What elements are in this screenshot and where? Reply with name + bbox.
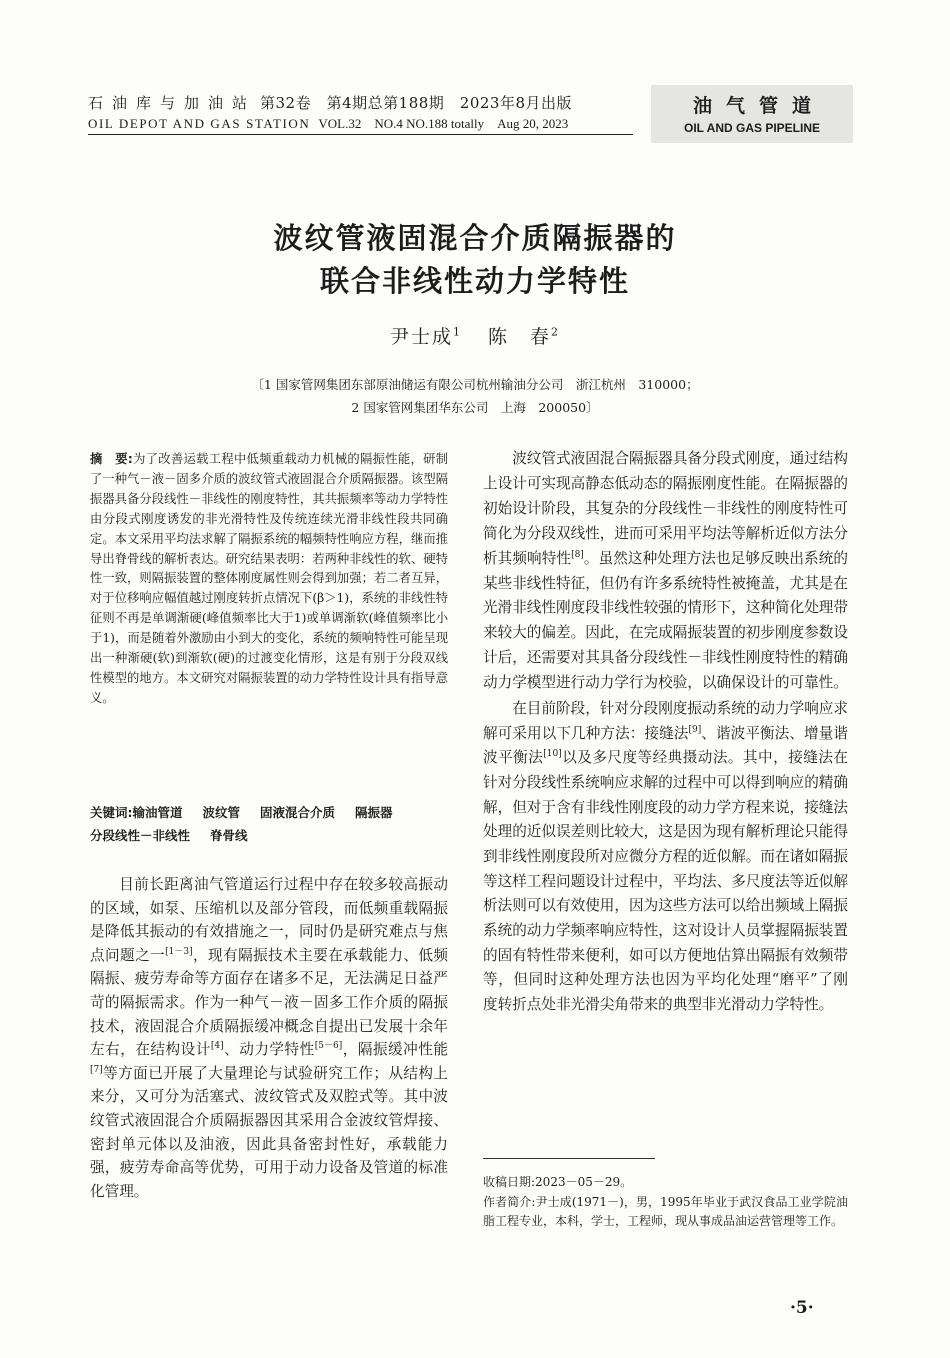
keywords-label: 关键词: [90, 805, 133, 820]
section-badge [651, 85, 853, 143]
text-segment: ，隔振缓冲性能 [342, 1041, 448, 1059]
citation: [7] [90, 1064, 103, 1075]
journal-header-cn [88, 92, 633, 114]
text-segment: ，现有隔振技术主要在承载能力、低频隔振、疲劳寿命等方面存在诸多不足，无法满足日益严苛的隔振需求。作为一种气－液－固多工作介质的隔振技术，液固混合介质隔振缓冲概念自提出已发展十余年左右，在结构设计 [90, 946, 448, 1059]
issue-info-cn: 第32卷 第4期总第188期 2023年8月出版 [260, 94, 572, 112]
text-segment: 以及多尺度等经典摄动法。其中，接缝法在针对分段线性系统响应求解的过程中可以得到响应的精确解，但对于含有非线性刚度段的动力学方程来说，接缝法处理的近似误差则比较大，这是因为现有解析理论只能得到非线性刚度段所对应微分方程的近似解。而在诸如隔振等这样工程问题设计过程中，平均法、多尺度法等近似解析法则可以有效使用，因为这些方法可以给出频域上隔振系统的动力学频率响应特性，这对设计人员掌握隔振装置的固有特性带来便利，如可以方便地估算出隔振有效频带等，但同时这种处理方法也因为平均化处理“磨平”了刚度转折点处非光滑尖角带来的典型非光滑动力学特性。 [483, 749, 848, 1013]
keyword: 隔振器 [355, 805, 393, 820]
keyword: 固液混合介质 [260, 805, 336, 820]
author-affil-mark: 1 [453, 325, 462, 339]
citation: [5－6] [314, 1041, 343, 1052]
journal-name-cn: 石油库与加油站 [88, 94, 257, 112]
abstract [90, 450, 448, 709]
footnote-divider [483, 1158, 655, 1159]
author-list [0, 322, 950, 349]
citation: [1－3] [165, 946, 193, 957]
keywords [90, 801, 450, 847]
author-name: 尹士成 [389, 326, 453, 348]
body-paragraph-1 [483, 447, 848, 696]
author-name: 陈 春 [488, 326, 552, 348]
paper-title-line1: 波纹管液固混合介质隔振器的 [273, 221, 677, 255]
paper-title-line2: 联合非线性动力学特性 [319, 264, 630, 298]
text-segment: 。虽然这种处理方法也足够反映出系统的某些非线性特征，但仍有许多系统特性被掩盖，尤其是在光滑非线性刚度段非线性较强的情形下，这种简化处理带来较大的偏差。因此，在完成隔振装置的初步刚度参数设计后，还需要对其具备分段线性－非线性刚度特性的精确动力学模型进行动力学行为校验，以确保设计的可靠性。 [483, 549, 848, 692]
keyword: 脊骨线 [210, 828, 248, 843]
abstract-text: 为了改善运载工程中低频重载动力机械的隔振性能，研制了一种气－液－固多介质的波纹管式液固混合介质隔振器。该型隔振器具备分段线性－非线性的刚度特性，其共振频率等动力学特性由分段式刚度诱发的非光滑特性及传统连续光滑非线性段共同确定。本文采用平均法求解了隔振系统的幅频特性响应方程，继而推导出脊骨线的解析表达。研究结果表明：若两种非线性的软、硬特性一致，则隔振装置的整体刚度属性则会得到加强；若二者互异，对于位移响应幅值越过刚度转折点情况下(β＞1)，系统的非线性特征则不再是单调渐硬(峰值频率比大于1)或单调渐软(峰值频率比小于1)，而是随着外激励由小到大的变化，系统的频响特性可能呈现出一种渐硬(软)到渐软(硬)的过渡变化情形，这是有别于分段双线性模型的地方。本文研究对隔振装置的动力学特性设计具有指导意义。 [90, 452, 448, 705]
abstract-label: 摘 要: [90, 452, 133, 466]
journal-name-en: OIL DEPOT AND GAS STATION [88, 116, 311, 131]
section-name-cn: 油气管道 [692, 95, 825, 117]
received-date: 收稿日期:2023－05－29。 [483, 1175, 633, 1189]
text-segment: 目前长距离油气管道运行过程中存在较多较高振动的区域，如泵、压缩机以及部分管段，而低频重载隔振是降低其振动的有效措施之一，同时仍是研究难点与焦点问题之一 [90, 876, 448, 964]
author-bio: 作者简介:尹士成(1971－)，男，1995年毕业于武汉食品工业学院油脂工程专业，本科，学士，工程师，现从事成品油运营管理等工作。 [483, 1195, 848, 1228]
affiliation-line2: 2 国家管网集团华东公司 上海 200050〕 [351, 400, 599, 415]
text-segment: 、谐波平衡法、增量谐波平衡法 [483, 724, 848, 767]
page-number: ·5· [790, 1298, 814, 1318]
journal-header-en [88, 114, 633, 135]
citation: [4] [210, 1041, 224, 1052]
keyword: 分段线性－非线性 [90, 828, 191, 843]
author-affil-mark: 2 [551, 325, 561, 339]
text-segment: 等方面已开展了大量理论与试验研究工作；从结构上来分，又可分为活塞式、波纹管式及双腔式等。其中波纹管式液固混合介质隔振器因其采用合金波纹管焊接、密封单元体以及油液，因此具备密封性好，承载能力强，疲劳寿命高等优势，可用于动力设备及管道的标准化管理。 [90, 1064, 448, 1200]
citation: [9] [688, 724, 702, 735]
keyword: 输油管道 [132, 805, 183, 820]
body-paragraph-2 [483, 697, 848, 1018]
text-segment: 、动力学特性 [223, 1041, 315, 1059]
keyword: 波纹管 [202, 805, 241, 820]
citation: [10] [543, 749, 562, 760]
affiliation-line1: 〔1 国家管网集团东部原油储运有限公司杭州输油分公司 浙江杭州 310000； [251, 377, 699, 392]
citation: [8] [571, 549, 584, 560]
issue-info-en: VOL.32 NO.4 NO.188 totally Aug 20, 2023 [318, 116, 569, 131]
section-name-en: OIL AND GAS PIPELINE [683, 121, 821, 135]
intro-paragraph [90, 873, 448, 1203]
text-segment: 在目前阶段，针对分段刚度振动系统的动力学响应求解可采用以下几种方法：接缝法 [483, 700, 848, 742]
text-segment: 波纹管式液固混合隔振器具备分段式刚度，通过结构上设计可实现高静态低动态的隔振刚度性能。在隔振器的初始设计阶段，其复杂的分段线性－非线性的刚度特性可简化为分段双线性，进而可采用平均法等解析近似方法分析其频响特性 [483, 450, 848, 567]
journal-header [88, 92, 633, 135]
